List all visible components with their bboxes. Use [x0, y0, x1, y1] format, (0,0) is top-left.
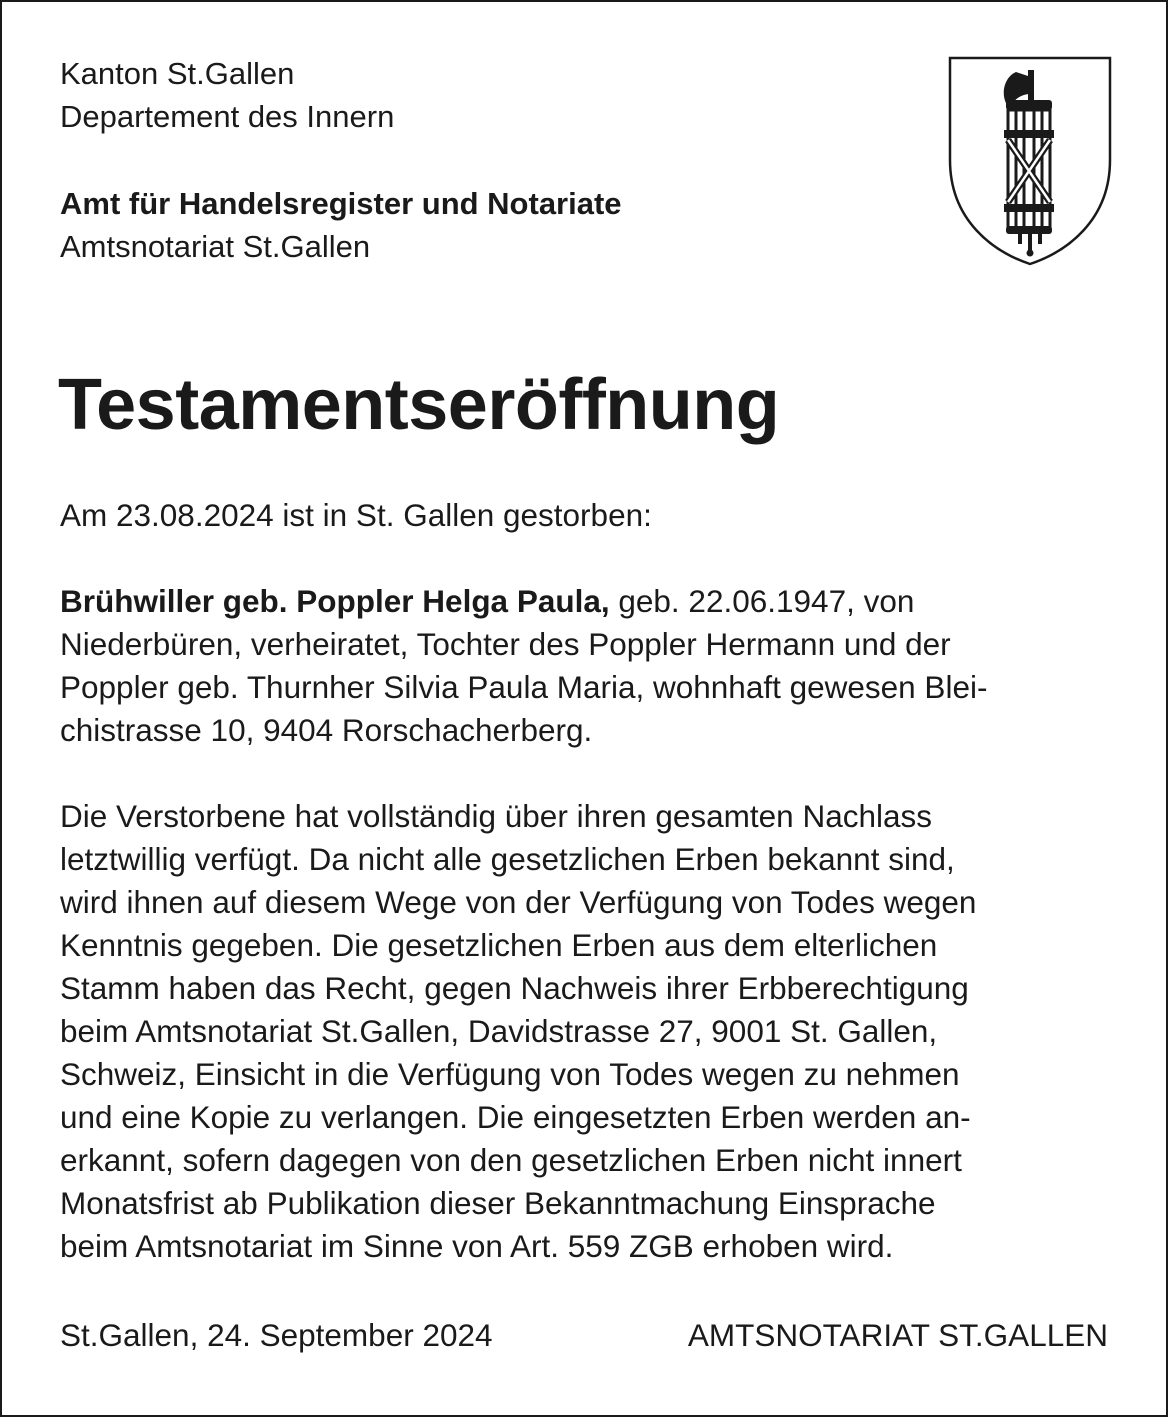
signature: AMTSNOTARIAT ST.GALLEN [687, 1317, 1108, 1353]
page-title: Testamentseröffnung [58, 365, 780, 445]
office-name: Amt für Handelsregister und Notariate [60, 186, 622, 221]
canton-name: Kanton St.Gallen [60, 56, 295, 91]
notice-line-8: und eine Kopie zu verlangen. Die eingesetzten Erben werden an- [60, 1099, 971, 1135]
notice-line-5: Stamm haben das Recht, gegen Nachweis ihrer Erbberechtigung [60, 970, 969, 1006]
notice-line-4: Kenntnis gegeben. Die gesetzlichen Erben aus dem elterlichen [60, 927, 938, 963]
person-birth: geb. 22.06.1947, von [609, 583, 915, 619]
header-block [60, 52, 880, 268]
person-line-2: Niederbüren, verheiratet, Tochter des Poppler Hermann und der [60, 626, 951, 662]
person-line-4: chistrasse 10, 9404 Rorschacherberg. [60, 712, 593, 748]
department-name: Departement des Innern [60, 99, 395, 134]
person-name: Brühwiller geb. Poppler Helga Paula, [60, 583, 610, 619]
place-date: St.Gallen, 24. September 2024 [60, 1317, 493, 1353]
notice-line-7: Schweiz, Einsicht in die Verfügung von Todes wegen zu nehmen [60, 1056, 960, 1092]
notice-line-1: Die Verstorbene hat vollständig über ihren gesamten Nachlass [60, 798, 933, 834]
notice-line-9: erkannt, sofern dagegen von den gesetzlichen Erben nicht innert [60, 1142, 962, 1178]
notice-line-11: beim Amtsnotariat im Sinne von Art. 559 ZGB erhoben wird. [60, 1228, 894, 1264]
notice-body [60, 494, 1120, 1268]
notice-line-2: letztwillig verfügt. Da nicht alle gesetzlichen Erben bekannt sind, [60, 841, 955, 877]
notice-line-10: Monatsfrist ab Publikation dieser Bekanntmachung Einsprache [60, 1185, 936, 1221]
notary-office-name: Amtsnotariat St.Gallen [60, 229, 371, 264]
notice-line-3: wird ihnen auf diesem Wege von der Verfügung von Todes wegen [60, 884, 977, 920]
st-gallen-coat-of-arms-icon [948, 56, 1112, 266]
person-line-3: Poppler geb. Thurnher Silvia Paula Maria, wohnhaft gewesen Blei- [60, 669, 988, 705]
death-intro: Am 23.08.2024 ist in St. Gallen gestorben: [60, 497, 652, 533]
person-line-1 [60, 580, 1120, 623]
notice-line-6: beim Amtsnotariat St.Gallen, Davidstrasse 27, 9001 St. Gallen, [60, 1013, 938, 1049]
